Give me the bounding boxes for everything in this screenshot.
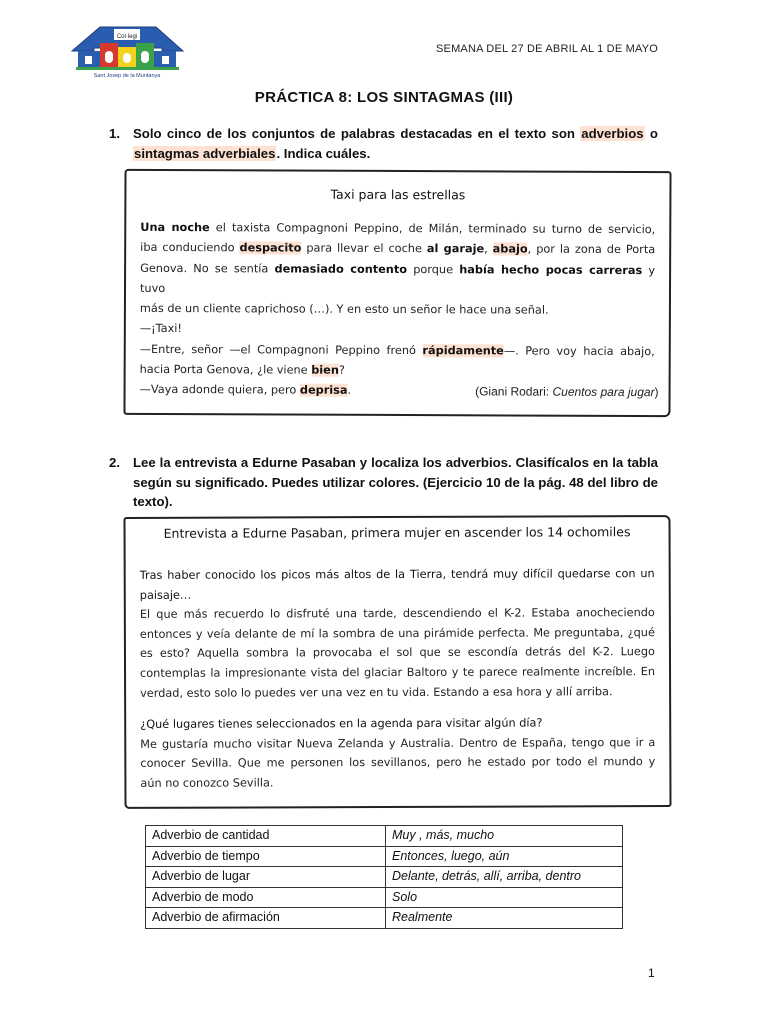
interview-question: Tras haber conocido los picos más altos de la Tierra, tendrá muy difícil quedarse con un [139,567,655,582]
story-line: —Entre, señor —el Compagnoni Peppino frenó rápidamente—. Pero voy hacia abajo, [139,342,655,358]
interview-answer-line: aún no conozco Sevilla. [140,776,274,790]
logo-text-bottom: Sant Josep de la Muntanya [93,73,161,79]
interview-question: paisaje… [139,588,192,602]
logo-text-top: Col·legi [116,34,138,40]
story-line: Una noche el taxista Compagnoni Peppino, de Milán, terminado su turno de servicio, [140,220,656,237]
page-number: 1 [648,966,655,980]
table-label: Adverbio de modo [146,887,386,908]
table-row [146,887,623,908]
interview-question: ¿Qué lugares tienes seleccionados en la agenda para visitar algún día? [140,716,543,732]
week-label: SEMANA DEL 27 DE ABRIL AL 1 DE MAYO [436,43,658,55]
table-row [146,867,623,888]
interview-answer-line: contemplas la impresionante vista del glaciar Baltoro y te parece realmente increíble. En [140,665,656,680]
interview-answer-line: entonces y veía delante de mí la sombra de una pirámide perfecta. Me preguntaba, ¿qué [139,625,655,641]
question-text: Solo cinco de los conjuntos de palabras destacadas en el texto son adverbios o sintagmas adverbiales. Indica cuáles. [133,126,658,161]
story-title: Taxi para las estrellas [330,186,466,203]
highlight-adverbios: adverbios [581,126,644,141]
page-title: PRÁCTICA 8: LOS SINTAGMAS (III) [254,89,514,106]
table-row [146,846,623,867]
table-value: Realmente [386,908,623,929]
story-box [123,169,671,417]
interview-answer-line: El que más recuerdo lo disfruté una tarde, descendiendo el K-2. Estaba anocheciendo [139,606,655,622]
table-label: Adverbio de tiempo [146,846,386,867]
question-1 [109,124,658,163]
interview-text [140,564,656,793]
interview-answer-line: verdad, esto solo lo puedes ver una vez en tu vida. Estando a esa hora y allí arriba. [140,684,613,700]
adverb-table [145,825,623,929]
interview-box [123,515,671,809]
story-line: —¡Taxi! [139,322,183,336]
school-logo [70,24,185,80]
highlight-sintagmas: sintagmas adverbiales [134,145,276,161]
table-row [146,908,623,929]
table-label: Adverbio de lugar [146,867,386,888]
interview-answer-line: Me gustaría mucho visitar Nueva Zelanda y Australia. Dentro de España, tengo que ir a [140,735,656,751]
question-number: 1. [109,126,120,141]
table-label: Adverbio de cantidad [146,826,386,847]
story-line: Genova. No se sentía demasiado contento porque había hecho pocas carreras y tuvo [139,261,656,295]
question-text: Lee la entrevista a Edurne Pasaban y localiza los adverbios. Clasifícalos en la tabla según su significado. Puedes utilizar colores. (Ejercicio 10 de la pág. 48 del libro de texto). [133,455,658,509]
story-line: más de un cliente caprichoso (…). Y en esto un señor le hace una señal. [139,302,549,317]
table-row [146,826,623,847]
interview-answer-line: conocer Sevilla. Que me personen los sevillanos, pero he estado por todo el mundo y [140,755,656,771]
story-line: —Vaya adonde quiera, pero deprisa. [139,383,352,398]
table-value: Muy , más, mucho [386,826,623,847]
question-2 [109,453,658,512]
table-value: Delante, detrás, allí, arriba, dentro [386,867,623,888]
question-number: 2. [109,455,120,470]
story-text [140,218,656,403]
story-citation: (Giani Rodari: Cuentos para jugar) [475,384,659,400]
table-label: Adverbio de afirmación [146,908,386,929]
interview-title: Entrevista a Edurne Pasaban, primera mujer en ascender los 14 ochomiles [163,524,631,541]
interview-answer-line: es esto? Aquella sombra la provocaba el sol que se escondía detrás del K-2. Luego [139,645,655,661]
table-value: Entonces, luego, aún [386,846,623,867]
story-line: iba conduciendo despacito para llevar el coche al garaje, abajo, por la zona de Porta [140,241,656,257]
story-line: hacia Porta Genova, ¿le viene bien? [139,362,345,377]
table-value: Solo [386,887,623,908]
